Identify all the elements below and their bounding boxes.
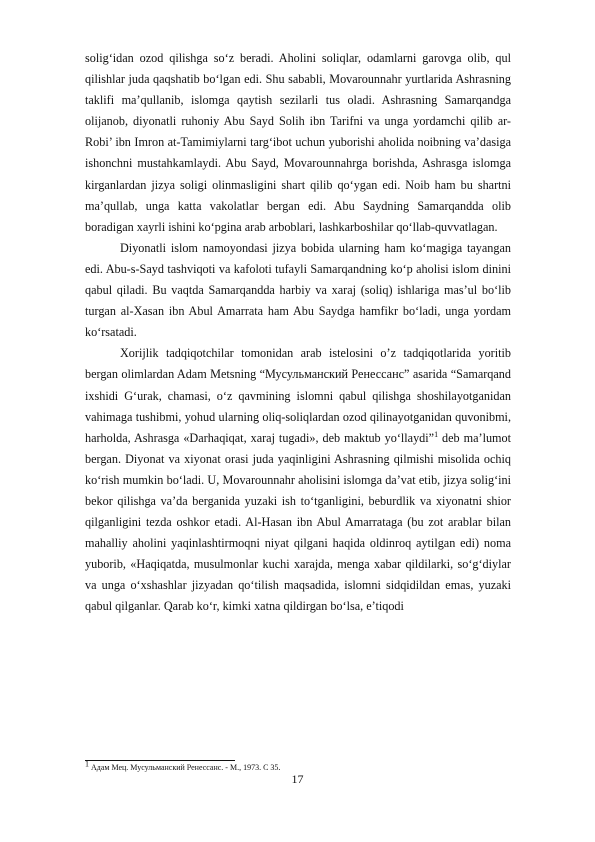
page-number: 17: [291, 772, 304, 786]
paragraph-2: Diyonatli islom namoyondasi jizya bobida ularning ham ko‘magiga tayangan edi. Abu-s-Sayd tashviqoti va kafoloti tufayli Samarqandning ko‘p aholisi islom dinini qabul qiladi. Bu vaqtda Samarqandda harbiy va xaraj (soliq) ishlariga mas’ul bo‘lib turgan al-Xasan ibn Abul Amarrata ham Abu Saydga hamfikr bo‘ladi, unga yordam ko‘rsatadi.: [85, 240, 511, 340]
footnote-reference[interactable]: 1: [434, 429, 439, 439]
paragraph-3: [85, 343, 511, 617]
footnote-text: Адам Мец. Мусульманский Ренессанс. - М., 1973. С 35.: [89, 763, 281, 772]
body-text: [85, 48, 511, 618]
paragraph-3-text-before-note: Xorijlik tadqiqotchilar tomonidan arab istelosini o’z tadqiqotlarida yoritib bergan olimlardan Adam Metsning “Мусульманский Ренессанс” asarida “Samarqand ixshidi G‘urak, chamasi, o‘z qavmining islomni qabul qilishga shoshilayotganidan vahimaga tushibmi, yohud ularning oliq-soliqlardan ozod qilinayotganidan quvonibmi, harholda, Ashrasga «Darhaqiqat, xaraj tugadi», deb maktub yo‘llaydi”: [85, 346, 511, 445]
footnote-separator: [85, 760, 235, 761]
paragraph-3-text-after-note: deb ma’lumot bergan. Diyonat va xiyonat orasi juda yaqinligini Ashrasning qilmishi misolida ochiq ko‘rish mumkin bo‘ladi. U, Movarounnahr aholisini islomga da’vat etib, jizya solig‘ini bekor qilishga va’da berganida yuzaki ish to‘tganligini, beburdlik va xiyonatni shior qilganligini tezda oshkor etadi. Al-Hasan ibn Abul Amarrataga (bu zot arablar bilan mahalliy aholini yaqinlashtirmoqni niyat qilgani haqida oldinroq aytilgan edi) noma yuborib, «Haqiqatda, musulmonlar kuchi xarajda, menga xabar qildilarki, so‘g‘diylar va unga o‘xshashlar jizyadan qo‘tilish maqsadida, islomni sidqidildan emas, yuzaki qabul qilganlar. Qarab ko‘r, kimki xatna qildirgan bo‘lsa, e’tiqodi: [85, 430, 512, 614]
footnote-number: 1: [85, 759, 89, 769]
paragraph-1: solig‘idan ozod qilishga so‘z beradi. Aholini soliqlar, odamlarni garovga olib, qul qilishlar juda qaqshatib bo‘lgan edi. Shu sababli, Movarounnahr yurtlarida Ashrasning taklifi ma’qullanib, islomga qaytish sezilarli tus oladi. Ashrasning Samarqandga olijanob, diyonatli ruhoniy Abu Sayd Solih ibn Tarifni va unga yordamchi qilib ar-Robi’ ibn Imron at-Tamimiylarni targ‘ibot uchun yuborishi aholida noibning va’dasiga ishonchni mustahkamlaydi. Abu Sayd, Movarounnahrga borishda, Ashrasga islomga kirganlardan jizya soligi olinmasligini shart qilib qo‘ygan edi. Noib ham bu shartni ma’qullab, unga katta vakolatlar bergan edi. Abu Saydning Samarqandda olib boradigan xayrli ishini ko‘pgina arab arboblari, lashkarboshilar qo‘llab-quvvatlagan.: [85, 51, 511, 234]
